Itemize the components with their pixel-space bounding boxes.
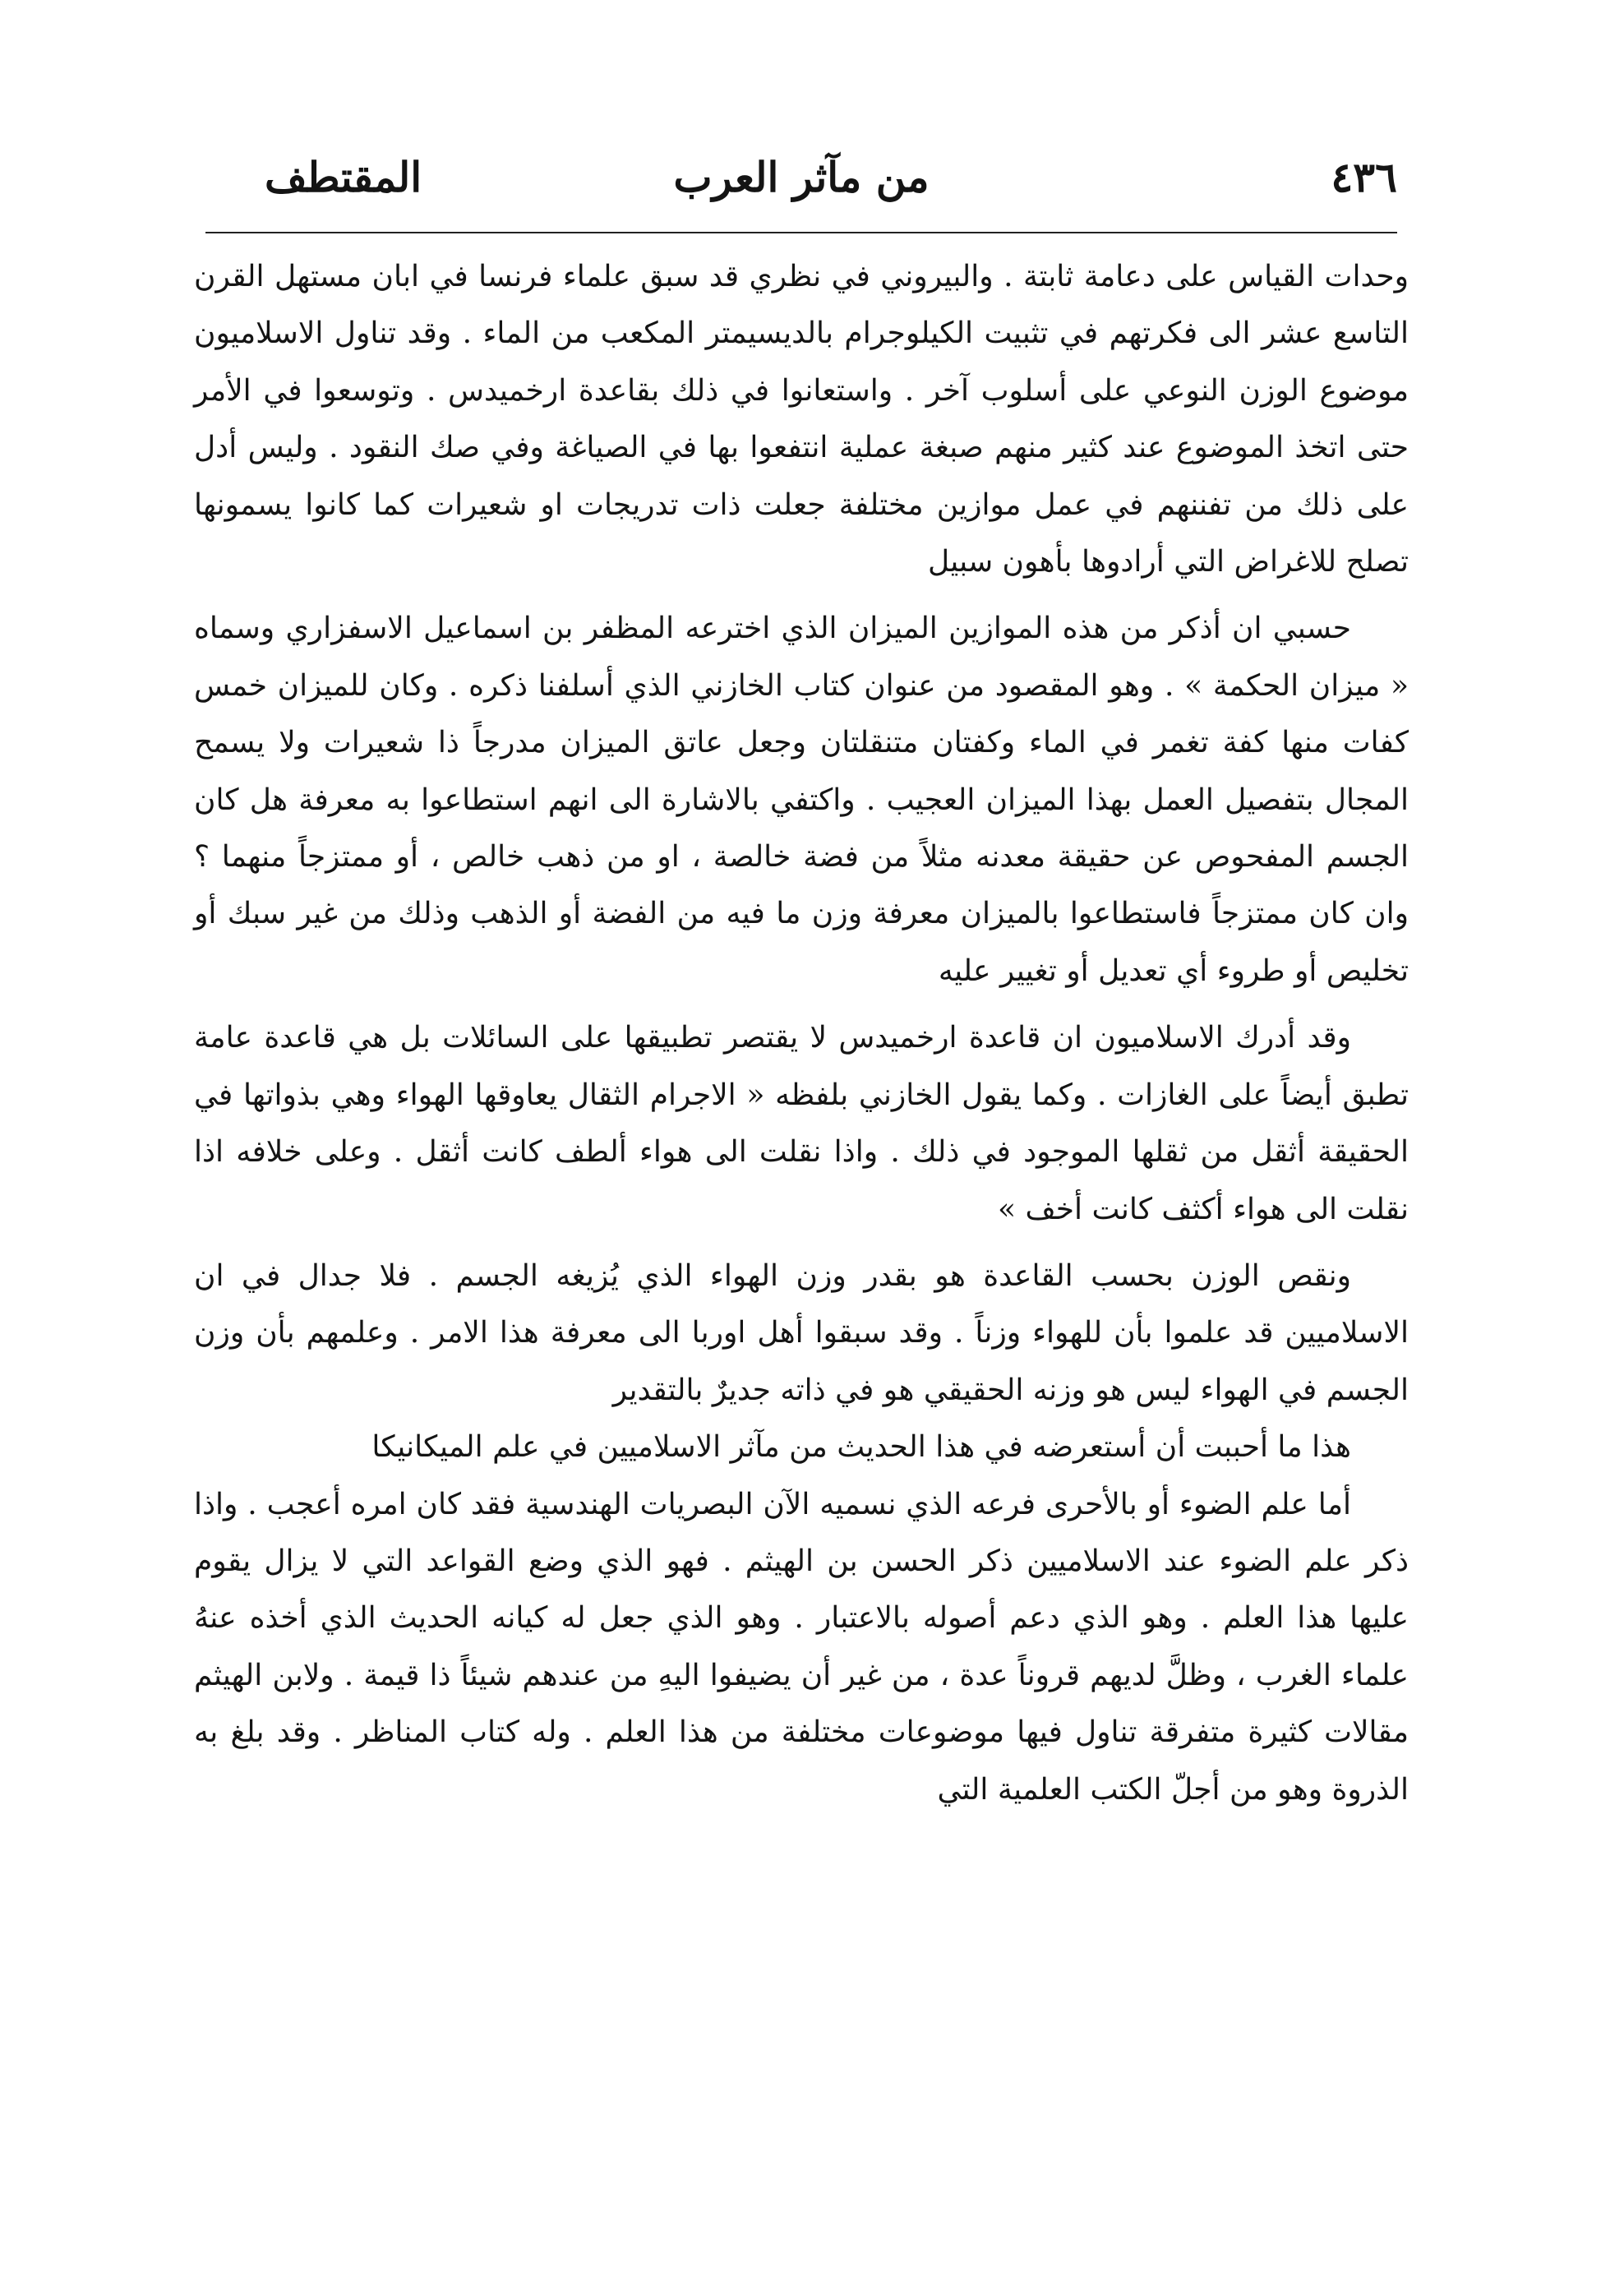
page-header [205,145,1397,210]
paragraph-optics: أما علم الضوء أو بالأحرى فرعه الذي نسميه الآن البصريات الهندسية فقد كان امره أعجب . واذا ذكر علم الضوء عند الاسلاميين ذكر الحسن بن الهيثم . فهو الذي وضع القواعد التي لا يزال يقوم عليها هذا العلم . وهو الذي دعم أصوله بالاعتبار . وهو الذي جعل له كيانه الحديث الذي أخذه عنهُ علماء الغرب ، وظلَّ لديهم قروناً عدة ، من غير أن يضيفوا اليهِ من عندهم شيئاً ذا قيمة . ولابن الهيثم مقالات كثيرة متفرقة تناول فيها موضوعات مختلفة من هذا العلم . وله كتاب المناظر . وقد بلغ به الذروة وهو من أجلّ الكتب العلمية التي [194,1487,1409,1807]
page-number: ٤٣٦ [1331,153,1397,201]
paragraph-archimedes-gases: وقد أدرك الاسلاميون ان قاعدة ارخميدس لا يقتصر تطبيقها على السائلات بل هي قاعدة عامة تطبق أيضاً على الغازات . وكما يقول الخازني بلفظه « الاجرام الثقال يعاوقها الهواء وهي بذواتها في الحقيقة أثقل من ثقلها الموجود في ذلك . واذا نقلت الى هواء ألطف كانت أثقل . وعلى خلافه اذا نقلت الى هواء أكثف كانت أخف » [194,1021,1409,1226]
paragraph-mechanics-summary: هذا ما أحببت أن أستعرضه في هذا الحديث من مآثر الاسلاميين في علم الميكانيكا [371,1430,1351,1465]
running-title: من مآثر العرب [673,153,930,201]
paragraph-air-weight: ونقص الوزن بحسب القاعدة هو بقدر وزن الهواء الذي يُزيغه الجسم . فلا جدال في ان الاسلاميين قد علموا بأن للهواء وزناً . وقد سبقوا أهل اوربا الى معرفة هذا الامر . وعلمهم بأن وزن الجسم في الهواء ليس هو وزنه الحقيقي هو في ذاته جديرٌ بالتقدير [194,1258,1409,1407]
article-body [194,248,1409,2246]
paragraph-continuation: وحدات القياس على دعامة ثابتة . والبيروني في نظري قد سبق علماء فرنسا في ابان مستهل القرن التاسع عشر الى فكرتهم في تثبيت الكيلوجرام بالديسيمتر المكعب من الماء . وقد تناول الاسلاميون موضوع الوزن النوعي على أسلوب آخر . واستعانوا في ذلك بقاعدة ارخميدس . وتوسعوا في الأمر حتى اتخذ الموضوع عند كثير منهم صبغة عملية انتفعوا بها في الصياغة وفي صك النقود . وليس أدل على ذلك من تفننهم في عمل موازين مختلفة جعلت ذات تدريجات او شعيرات كما كانوا يسمونها تصلح للاغراض التي أرادوها بأهون سبيل [194,260,1409,579]
paragraph-balance: حسبي ان أذكر من هذه الموازين الميزان الذي اخترعه المظفر بن اسماعيل الاسفزاري وسماه « ميزان الحكمة » . وهو المقصود من عنوان كتاب الخازني الذي أسلفنا ذكره . وكان للميزان خمس كفات منها كفة تغمر في الماء وكفتان متنقلتان وجعل عاتق الميزان مدرجاً ذا شعيرات ولا يسمح المجال بتفصيل العمل بهذا الميزان العجيب . واكتفي بالاشارة الى انهم استطاعوا به معرفة هل كان الجسم المفحوص عن حقيقة معدنه مثلاً من فضة خالصة ، او من ذهب خالص ، أو ممتزجاً منهما ؟ وان كان ممتزجاً فاستطاعوا بالميزان معرفة وزن ما فيه من الفضة أو الذهب وذلك من غير سبك أو تخليص أو طروء أي تعديل أو تغيير عليه [194,612,1409,988]
header-rule [205,232,1397,233]
journal-name: المقتطف [265,153,422,201]
